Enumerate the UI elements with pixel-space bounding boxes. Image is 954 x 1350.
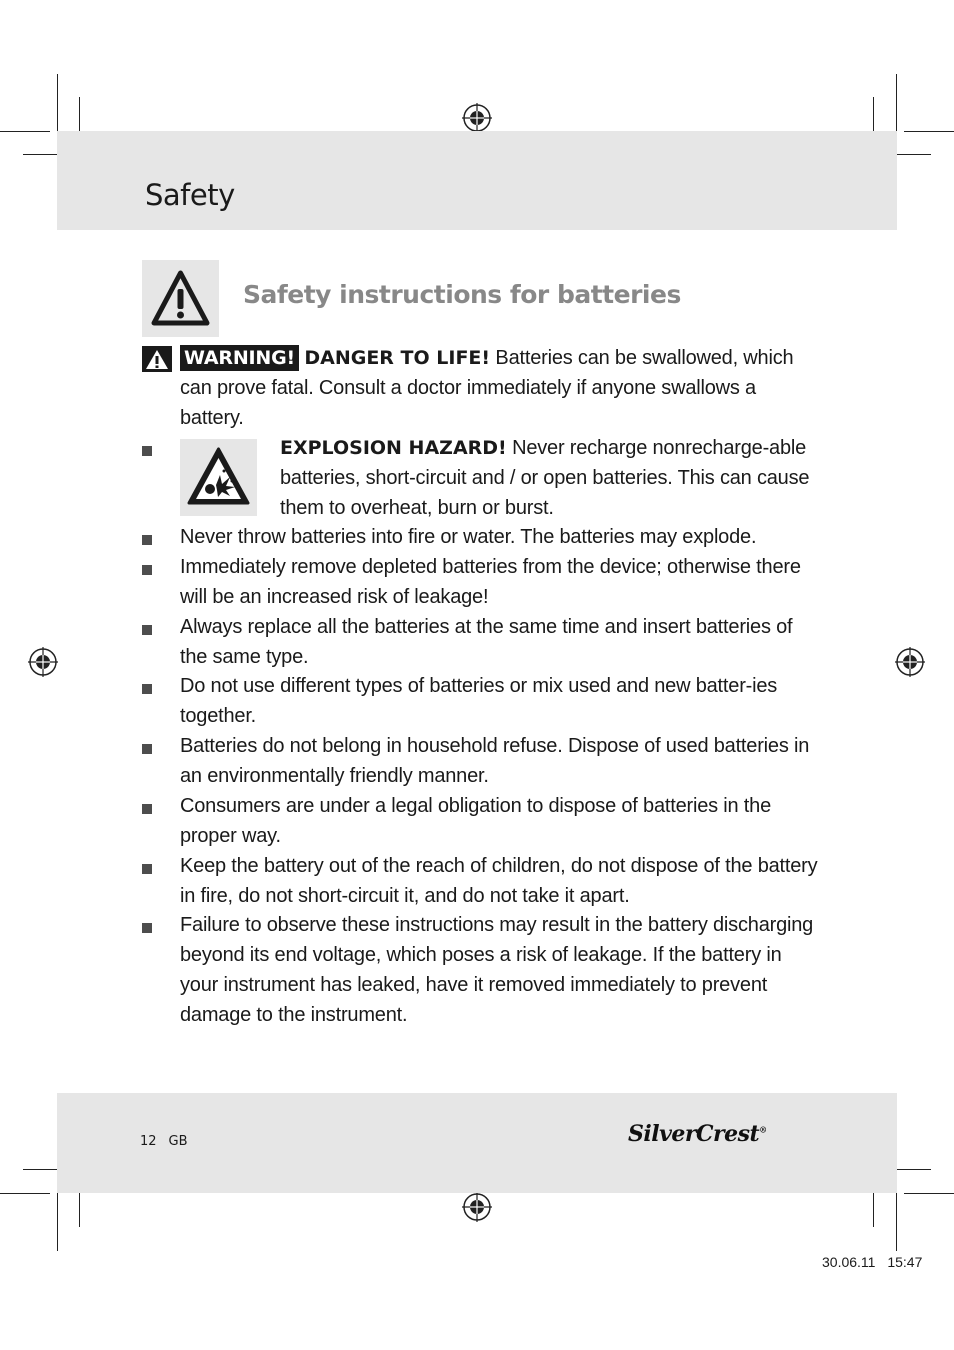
warning-label: WARNING! <box>180 345 299 371</box>
bullet-icon <box>142 804 152 814</box>
section-title: Safety instructions for batteries <box>243 280 681 309</box>
registration-mark-icon <box>462 103 492 133</box>
page-number <box>140 1134 200 1149</box>
bullet-icon <box>142 684 152 694</box>
crop-mark <box>57 1189 58 1251</box>
warning-triangle-icon <box>142 346 172 372</box>
crop-mark <box>0 131 50 132</box>
explosion-text: Never recharge nonrecharge-able batteries, short-circuit and / or open batteries. This can cause them to overheat, burn or burst. <box>280 437 810 519</box>
bullet-icon <box>142 864 152 874</box>
list-item: Batteries do not belong in household refuse. Dispose of used batteries in an environmentally friendly manner. <box>180 735 810 787</box>
bullet-icon <box>142 923 152 933</box>
danger-lead: DANGER TO LIFE! <box>304 347 491 369</box>
crop-mark <box>904 1193 954 1194</box>
crop-mark <box>904 131 954 132</box>
crop-mark <box>873 1189 874 1227</box>
crop-mark <box>896 74 897 136</box>
list-item: Failure to observe these instructions may result in the battery discharging beyond its end voltage, which poses a risk of leakage. If the battery in your instrument has leaked, have it removed immediately to prevent damage to the instrument. <box>180 914 814 1026</box>
explosion-paragraph <box>280 433 820 523</box>
crop-mark <box>79 1189 80 1227</box>
bullet-icon <box>142 744 152 754</box>
crop-mark <box>891 1169 931 1170</box>
list-item: Always replace all the batteries at the same time and insert batteries of the same type. <box>180 616 793 668</box>
crop-mark <box>79 97 80 135</box>
crop-mark <box>873 97 874 135</box>
page-title: Safety <box>145 178 235 212</box>
language-code: GB <box>168 1134 188 1149</box>
registration-mark-icon <box>895 647 925 677</box>
page-number-value: 12 <box>140 1134 157 1149</box>
bullet-icon <box>142 565 152 575</box>
brand-logo <box>628 1121 767 1147</box>
list-item: Do not use different types of batteries or mix used and new batter-ies together. <box>180 675 778 727</box>
crop-mark <box>57 74 58 136</box>
print-timestamp: 30.06.11 15:47 <box>822 1254 923 1270</box>
warning-triangle-icon <box>142 260 219 337</box>
warning-text: Batteries can be swallowed, which can prove fatal. Consult a doctor immediately if anyone swallows a battery. <box>180 347 794 429</box>
list-item: Consumers are under a legal obligation to dispose of batteries in the proper way. <box>180 795 772 847</box>
crop-mark <box>0 1193 50 1194</box>
warning-icon-box <box>142 260 219 337</box>
crop-mark <box>891 154 931 155</box>
bullet-icon <box>142 535 152 545</box>
bullet-icon <box>142 446 152 456</box>
bullet-icon <box>142 625 152 635</box>
registered-mark: ® <box>759 1124 767 1135</box>
explosion-hazard-icon <box>180 439 257 516</box>
explosion-icon-box <box>180 439 257 516</box>
registration-mark-icon <box>462 1192 492 1222</box>
registration-mark-icon <box>28 647 58 677</box>
warning-paragraph <box>180 343 820 433</box>
list-item: Immediately remove depleted batteries from the device; otherwise there will be an increased risk of leakage! <box>180 556 801 608</box>
list-item: Never throw batteries into fire or water. The batteries may explode. <box>180 526 757 548</box>
brand-name: SilverCrest <box>628 1121 760 1147</box>
explosion-lead: EXPLOSION HAZARD! <box>280 437 507 459</box>
list-item: Keep the battery out of the reach of children, do not dispose of the battery in fire, do not short-circuit it, and do not take it apart. <box>180 855 818 907</box>
crop-mark <box>896 1189 897 1251</box>
